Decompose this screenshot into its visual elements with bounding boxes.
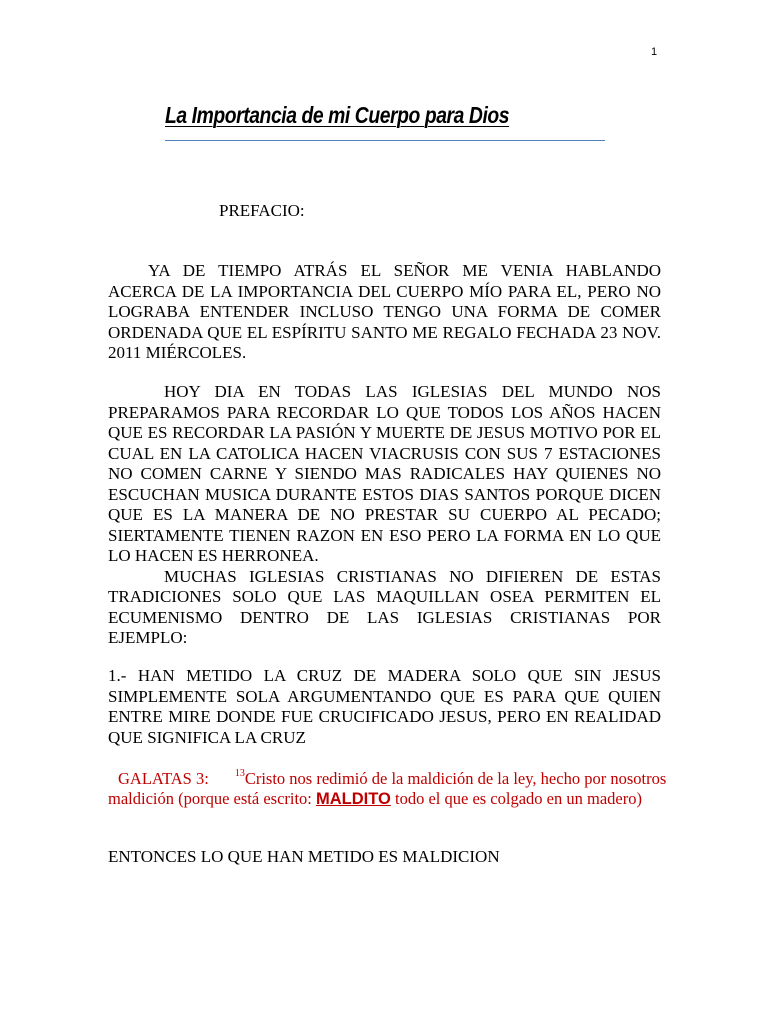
paragraph-block [108, 382, 661, 649]
preface-heading: PREFACIO: [219, 201, 305, 220]
title-rule [165, 140, 605, 141]
verse-text-after: todo el que es colgado en un madero) [390, 789, 642, 808]
paragraph-traditions: MUCHAS IGLESIAS CRISTIANAS NO DIFIEREN DE ESTAS TRADICIONES SOLO QUE LAS MAQUILLAN OSEA PERMITEN EL ECUMENISMO DENTRO DE LAS IGLESIAS CRISTIANAS POR EJEMPLO: [108, 566, 661, 647]
page-number: 1 [651, 46, 658, 58]
paragraph-cross: 1.- HAN METIDO LA CRUZ DE MADERA SOLO QUE SIN JESUS SIMPLEMENTE SOLA ARGUMENTANDO QUE ES PARA QUE QUIEN ENTRE MIRE DONDE FUE CRUCIFICADO JESUS, PERO EN REALIDAD QUE SIGNIFICA LA CRUZ [108, 666, 661, 747]
document-title: La Importancia de mi Cuerpo para Dios [165, 102, 510, 128]
verse-text-before: Cristo nos redimió de la maldición de la ley, hecho por nosotros maldición (porque está escrito: [108, 769, 667, 808]
verse-reference: GALATAS 3: [118, 769, 209, 788]
verse-emphasis: MALDITO [316, 790, 391, 808]
closing-line: ENTONCES LO QUE HAN METIDO ES MALDICION [108, 847, 500, 866]
verse-number: 13 [234, 768, 245, 779]
scripture-quote [108, 764, 668, 809]
paragraph-churches: HOY DIA EN TODAS LAS IGLESIAS DEL MUNDO NOS PREPARAMOS PARA RECORDAR LO QUE TODOS LOS AÑOS HACEN QUE ES RECORDAR LA PASIÓN Y MUERTE DE JESUS MOTIVO POR EL CUAL EN LA CATOLICA HACEN VIACRUSIS CON SUS 7 ESTACIONES NO COMEN CARNE Y SIENDO MAS RADICALES HAY QUIENES NO ESCUCHAN MUSICA DURANTE ESTOS DIAS SANTOS PORQUE DICEN QUE ES LA MANERA DE NO PRESTAR SU CUERPO AL PECADO; SIERTAMENTE TIENEN RAZON EN ESO PERO LA FORMA EN LO QUE LO HACEN ES HERRONEA. [108, 382, 661, 565]
paragraph-intro: YA DE TIEMPO ATRÁS EL SEÑOR ME VENIA HABLANDO ACERCA DE LA IMPORTANCIA DEL CUERPO MÍO PARA EL, PERO NO LOGRABA ENTENDER INCLUSO TENGO UNA FORMA DE COMER ORDENADA QUE EL ESPÍRITU SANTO ME REGALO FECHADA 23 NOV. 2011 MIÉRCOLES. [108, 261, 661, 362]
